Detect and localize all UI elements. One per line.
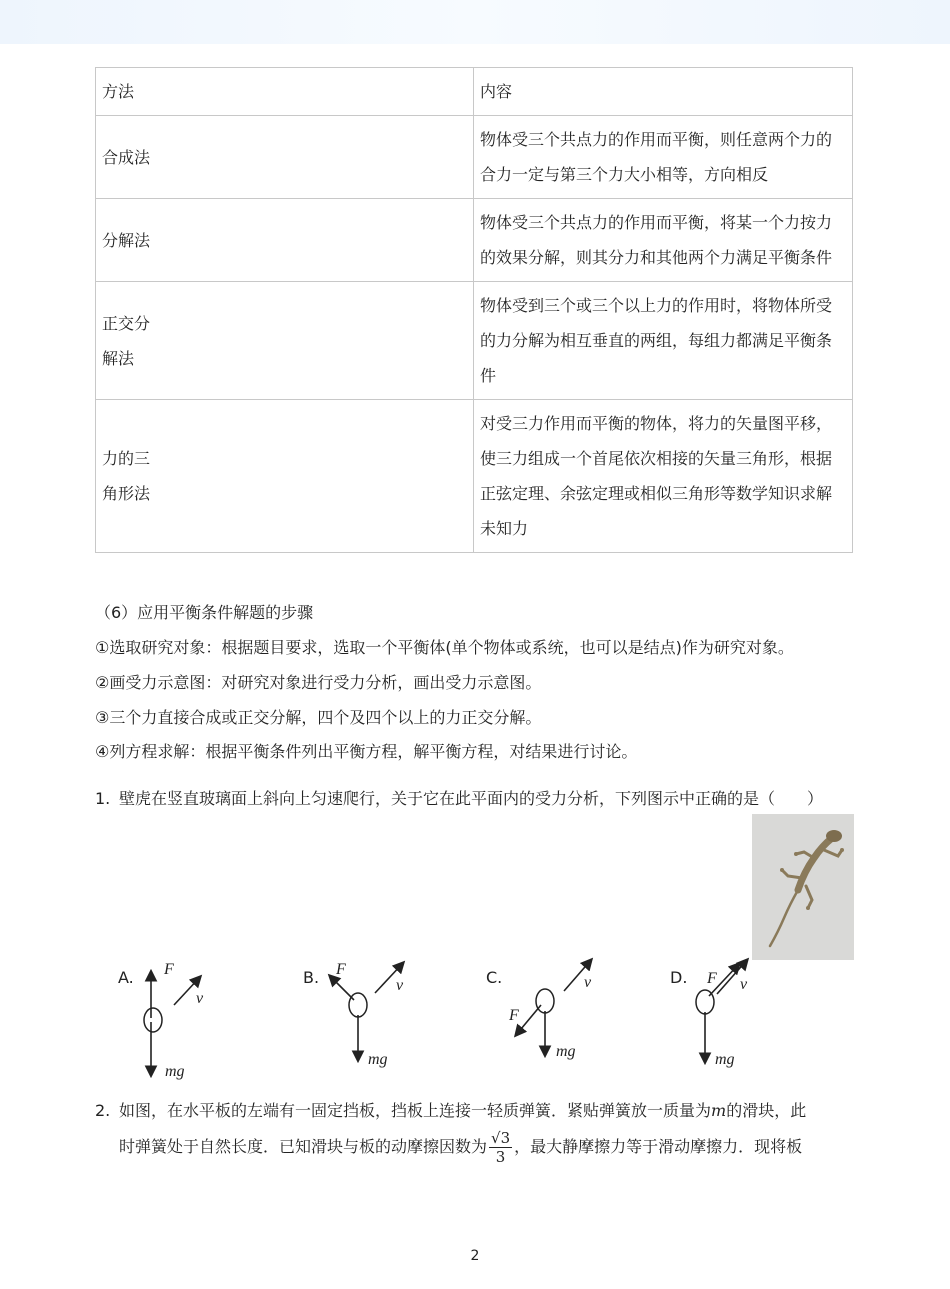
content-cell: 物体受三个共点力的作用而平衡，则任意两个力的合力一定与第三个力大小相等，方向相反 <box>474 116 853 199</box>
option-label: B. <box>303 968 320 987</box>
step-item: ①选取研究对象：根据题目要求，选取一个平衡体(单个物体或系统，也可以是结点)作为研究对象。 <box>95 638 794 657</box>
velocity-label: v <box>396 977 404 994</box>
step-item: ④列方程求解：根据平衡条件列出平衡方程，解平衡方程，对结果进行讨论。 <box>95 742 638 761</box>
method-name: 正交分 <box>102 313 151 333</box>
question-number: 2. <box>95 1101 111 1120</box>
page-number: 2 <box>470 1248 480 1264</box>
question-text <box>119 1099 847 1166</box>
option-label: D. <box>670 968 688 987</box>
table-header-cell: 方法 <box>96 68 474 116</box>
math-var-m: m <box>711 1101 727 1120</box>
body-ellipse <box>536 989 554 1013</box>
force-f-arrow <box>516 1005 541 1035</box>
method-name: 角形法 <box>102 484 151 503</box>
fraction-denominator: 3 <box>495 1148 506 1166</box>
method-cell <box>96 199 474 282</box>
fraction <box>489 1129 512 1166</box>
text-run: ，最大静摩擦力等于滑动摩擦力．现将板 <box>514 1137 803 1156</box>
force-f-label: F <box>164 961 174 978</box>
gravity-label: mg <box>556 1043 576 1060</box>
force-diagram-d <box>685 952 770 1074</box>
method-name: 合成法 <box>102 147 151 167</box>
step-item: ③三个力直接合成或正交分解，四个及四个以上的力正交分解。 <box>95 708 542 727</box>
question-number: 1. <box>95 789 111 808</box>
gravity-label: mg <box>368 1051 388 1068</box>
question-line <box>119 1099 847 1123</box>
force-f-label: F <box>336 961 346 978</box>
methods-table <box>95 67 853 553</box>
text-run: 的滑块，此 <box>726 1101 807 1120</box>
content-cell: 物体受到三个或三个以上力的作用时，将物体所受的力分解为相互垂直的两组，每组力都满足平衡条件 <box>474 282 853 400</box>
table-row <box>96 282 853 400</box>
method-name: 解法 <box>102 348 135 368</box>
method-name: 分解法 <box>102 230 151 250</box>
table-header-cell: 内容 <box>474 68 853 116</box>
body-ellipse <box>144 1008 162 1032</box>
question-text: 壁虎在竖直玻璃面上斜向上匀速爬行，关于它在此平面内的受力分析，下列图示中正确的是（ ） <box>119 789 824 808</box>
gravity-label: mg <box>715 1051 735 1068</box>
method-cell <box>96 116 474 199</box>
option-label: A. <box>118 968 134 987</box>
velocity-label: v <box>584 974 592 991</box>
gravity-label: mg <box>165 1063 185 1080</box>
method-name: 力的三 <box>102 449 151 468</box>
velocity-label: v <box>196 990 204 1007</box>
force-diagram-a <box>130 960 220 1085</box>
content-cell: 对受三力作用而平衡的物体，将力的矢量图平移，使三力组成一个首尾依次相接的矢量三角形，根据正弦定理、余弦定理或相似三角形等数学知识求解未知力 <box>474 400 853 553</box>
text-run: 如图，在水平板的左端有一固定挡板，挡板上连接一轻质弹簧．紧贴弹簧放一质量为 <box>119 1101 712 1120</box>
velocity-label: v <box>740 976 748 993</box>
question-line <box>119 1129 847 1166</box>
option-label: C. <box>486 968 503 987</box>
gecko-photo <box>752 814 854 960</box>
header-band <box>0 0 950 44</box>
steps-title: （6）应用平衡条件解题的步骤 <box>95 603 314 622</box>
table-row <box>96 199 853 282</box>
table-header-row <box>96 68 853 116</box>
force-diagram-b <box>320 958 420 1073</box>
method-cell <box>96 400 474 553</box>
force-f-arrow <box>330 976 354 1000</box>
table-row <box>96 116 853 199</box>
content-cell: 物体受三个共点力的作用而平衡，将某一个力按力的效果分解，则其分力和其他两个力满足平衡条件 <box>474 199 853 282</box>
table-row <box>96 400 853 553</box>
force-f-label: F <box>707 970 717 987</box>
text-run: 时弹簧处于自然长度．已知滑块与板的动摩擦因数为 <box>119 1137 488 1156</box>
force-diagram-c <box>500 955 605 1065</box>
force-f-label: F <box>509 1007 519 1024</box>
step-item: ②画受力示意图：对研究对象进行受力分析，画出受力示意图。 <box>95 673 542 692</box>
method-cell <box>96 282 474 400</box>
fraction-numerator: √3 <box>491 1129 511 1147</box>
